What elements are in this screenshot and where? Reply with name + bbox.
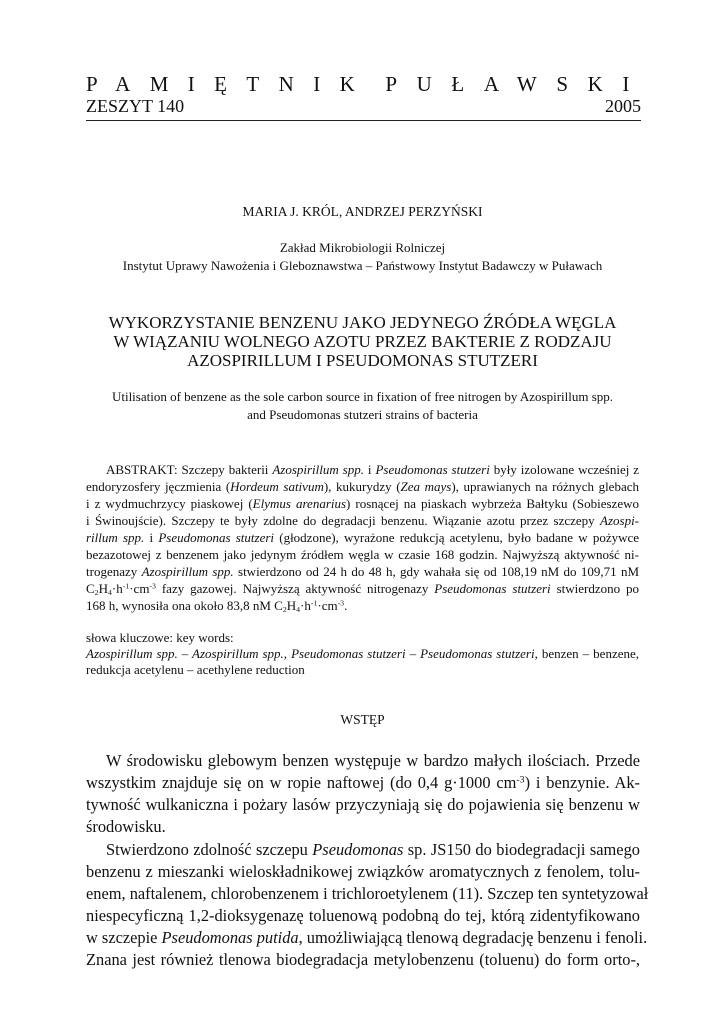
- english-title-line-2: and Pseudomonas stutzeri strains of bacteria: [247, 407, 478, 422]
- body-p2-line-4: niespecyficzną 1,2-dioksygenazę toluenową podobną do tej, którą zidentyfikowano: [86, 906, 640, 925]
- abstract-line-3: i z wydmuchrzycy piaskowej (Elymus arenarius) rosnącej na piaskach wybrzeża Bałtyku (Sobieszewo: [86, 496, 639, 511]
- journal-title-left: PAMIĘTNIK: [86, 72, 375, 96]
- abstract-line-7: trogenazy Azospirillum spp. stwierdzono od 24 h do 48 h, gdy wahała się od 108,19 nM do 109,71 nM: [86, 564, 640, 579]
- body-p1-line-1: W środowisku glebowym benzen występuje w bardzo małych ilościach. Przede: [106, 751, 640, 770]
- english-title-line-1: Utilisation of benzene as the sole carbon source in fixation of free nitrogen by Azospirillum spp.: [111, 389, 614, 404]
- body-p2-line-5: w szczepie Pseudomonas putida, umożliwiającą tlenową degradację benzenu i fenoli.: [86, 928, 648, 947]
- affiliation-institute: Instytut Uprawy Nawożenia i Gleboznawstwa – Państwowy Instytut Badawczy w Puławach: [122, 258, 603, 273]
- body-p2-line-6: Znana jest również tlenowa biodegradacja metylobenzenu (toluenu) do form orto-,: [86, 950, 640, 969]
- title-line-1: WYKORZYSTANIE BENZENU JAKO JEDYNEGO ŹRÓDŁA WĘGLA: [108, 313, 617, 332]
- abstract-line-6: bezazotowej z benzenem jako jedynym źródłem węgla w czasie 168 godzin. Najwyższą aktywność ni-: [86, 547, 639, 562]
- abstract-line-8: $C_2H_4\cdot h^{-1}\cdot cm^{-3}$ fazy gazowej. Najwyższą aktywność nitrogenazy Pseudomonas stutzeri stwierdzono po: [86, 581, 640, 597]
- issue-year: 2005: [605, 96, 641, 116]
- section-heading: WSTĘP: [340, 712, 385, 727]
- issue-number: ZESZYT 140: [86, 96, 185, 116]
- ethylene-unit: $C_2H_4\cdot h^{-1}\cdot cm^{-3}$: [86, 581, 156, 597]
- keywords-line-2: redukcja acetylenu – acethylene reduction: [86, 662, 305, 677]
- body-p1-line-4: środowisku.: [86, 817, 166, 836]
- abstract-line-1: ABSTRAKT: Szczepy bakterii Azospirillum spp. i Pseudomonas stutzeri były izolowane wcześniej z: [106, 462, 640, 477]
- abstract-line-2: endoryzosfery jęczmienia (Hordeum sativum), kukurydzy (Zea mays), uprawianych na różnych glebach: [86, 479, 639, 494]
- body-p1-line-3: tywność wulkaniczna i pożary lasów przyczyniają się do pojawienia się benzenu w: [86, 795, 640, 814]
- abstract-line-5: rillum spp. i Pseudomonas stutzeri (głodzone), wyrażone redukcją acetylenu, było badane w pożywce: [86, 530, 640, 545]
- body-p1-line-2: wszystkim znajduje się on w ropie naftowej (do 0,4 g·1000 $cm^{-3}$) i benzynie. Ak-: [86, 773, 640, 792]
- issue-line: [86, 96, 641, 117]
- abstract-line-9: 168 h, wynosiła ona około 83,8 nM $C_2H_4\cdot h^{-1}\cdot cm^{-3}$.: [86, 598, 348, 614]
- body-p2-line-1: Stwierdzono zdolność szczepu Pseudomonas sp. JS150 do biodegradacji samego: [106, 840, 640, 859]
- keywords-label: słowa kluczowe: key words:: [86, 630, 234, 645]
- header-rule: [86, 120, 641, 121]
- journal-title-right: PUŁAWSKI: [385, 72, 649, 96]
- title-line-2: W WIĄZANIU WOLNEGO AZOTU PRZEZ BAKTERIE Z RODZAJU: [113, 332, 612, 351]
- affiliation-department: Zakład Mikrobiologii Rolniczej: [279, 240, 446, 255]
- body-p2-line-2: benzenu z mieszanki wieloskładnikowej związków aromatycznych z fenolem, tolu-: [86, 862, 640, 881]
- keywords-line-1: Azospirillum spp. – Azospirillum spp., Pseudomonas stutzeri – Pseudomonas stutzeri, benzen – benzene,: [86, 646, 639, 661]
- authors: MARIA J. KRÓL, ANDRZEJ PERZYŃSKI: [242, 204, 483, 219]
- body-p2-line-3: enem, naftalenem, chlorobenzenem i trichloroetylenem (11). Szczep ten syntetyzował: [86, 884, 649, 903]
- title-line-3: AZOSPIRILLUM I PSEUDOMONAS STUTZERI: [187, 351, 538, 370]
- abstract-label: ABSTRAKT:: [106, 462, 178, 477]
- abstract-line-4: i Świnoujście). Szczepy te były zdolne do degradacji benzenu. Wiązanie azotu przez szczepy Azospi-: [86, 513, 640, 528]
